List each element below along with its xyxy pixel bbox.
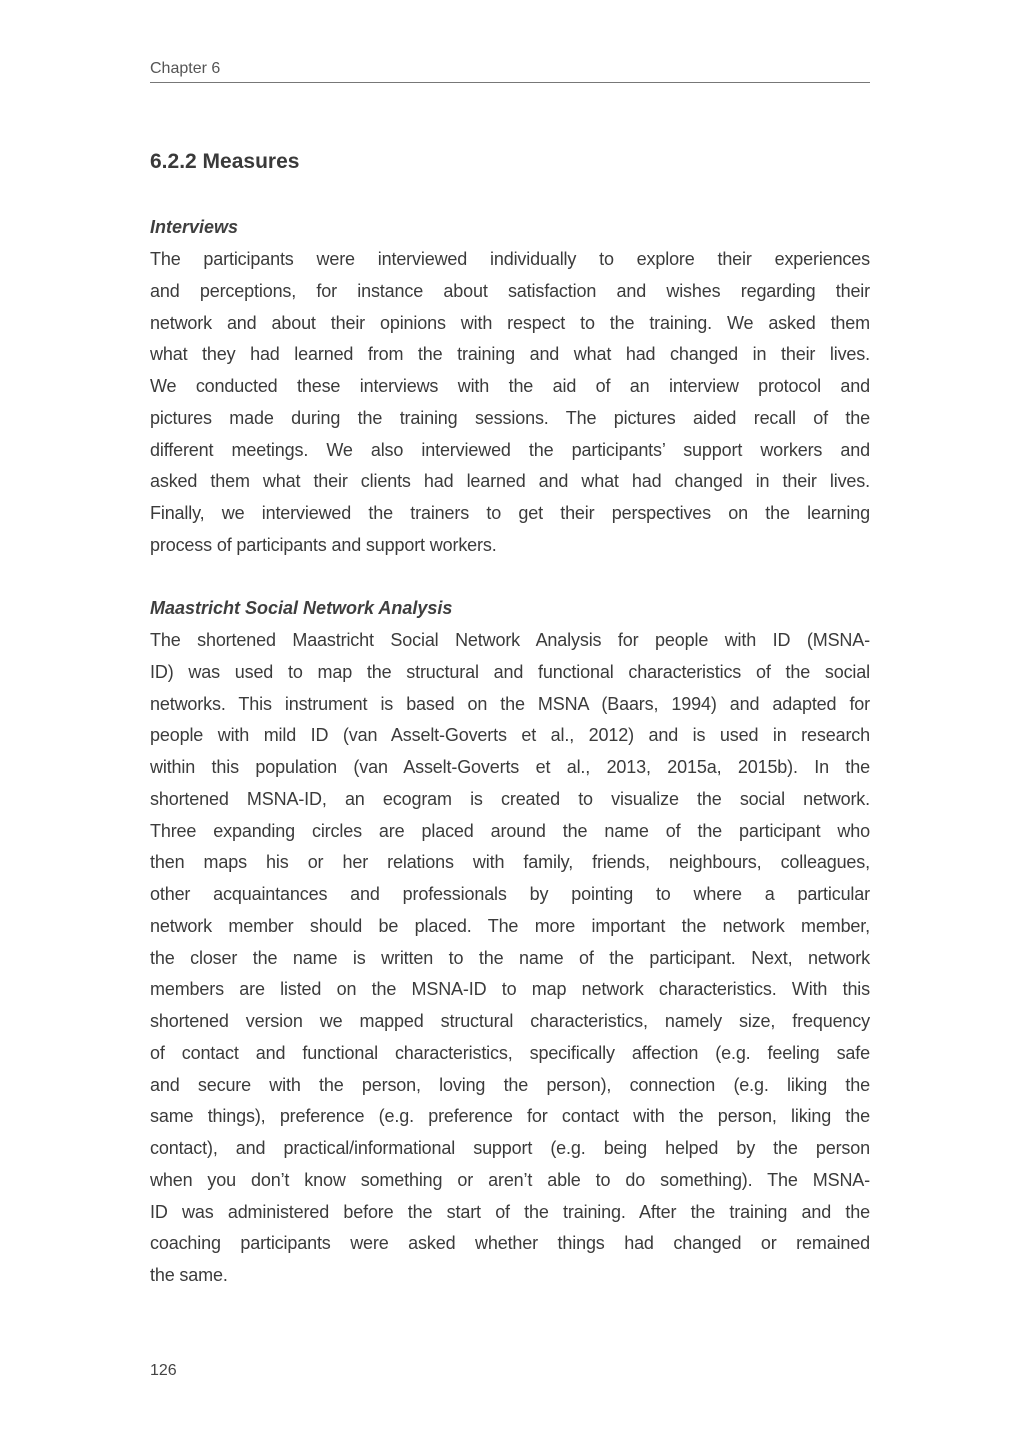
text-line: ID was administered before the start of the training. After the training and the bbox=[150, 1201, 870, 1222]
text-line: We conducted these interviews with the aid of an interview protocol and bbox=[150, 376, 870, 396]
text-line: Finally, we interviewed the trainers to get their perspectives on the learning bbox=[150, 503, 870, 523]
running-title: Chapter 6 bbox=[150, 60, 221, 77]
text-line: people with mild ID (van Asselt-Goverts et al., 2012) and is used in research bbox=[150, 725, 870, 746]
text-line: same things), preference (e.g. preference for contact with the person, liking the bbox=[150, 1106, 870, 1127]
text-line: and secure with the person, loving the person), connection (e.g. liking the bbox=[150, 1074, 870, 1095]
text-line: members are listed on the MSNA-ID to map network characteristics. With this bbox=[150, 979, 870, 1000]
text-line: of contact and functional characteristics, specifically affection (e.g. feeling safe bbox=[150, 1042, 870, 1063]
subsection-title-interviews: Interviews bbox=[150, 217, 239, 237]
text-line: the closer the name is written to the name of the participant. Next, network bbox=[150, 947, 870, 968]
text-line: network and about their opinions with respect to the training. We asked them bbox=[150, 312, 870, 333]
text-line: other acquaintances and professionals by pointing to where a particular bbox=[150, 884, 870, 904]
text-line: the same. bbox=[150, 1265, 228, 1285]
text-line: networks. This instrument is based on the MSNA (Baars, 1994) and adapted for bbox=[150, 693, 870, 714]
text-line: Three expanding circles are placed around the name of the participant who bbox=[150, 820, 870, 841]
paragraph-msna bbox=[150, 625, 870, 1292]
subsection-title-msna: Maastricht Social Network Analysis bbox=[150, 598, 453, 618]
text-line: asked them what their clients had learned and what had changed in their lives. bbox=[150, 471, 870, 492]
text-line: then maps his or her relations with family, friends, neighbours, colleagues, bbox=[150, 852, 870, 873]
paragraph-interviews bbox=[150, 244, 870, 562]
running-header bbox=[150, 60, 870, 83]
text-line: ID) was used to map the structural and functional characteristics of the social bbox=[150, 661, 870, 682]
text-line: within this population (van Asselt-Goverts et al., 2013, 2015a, 2015b). In the bbox=[150, 757, 870, 777]
text-line: network member should be placed. The more important the network member, bbox=[150, 915, 870, 936]
text-line: The participants were interviewed individually to explore their experiences bbox=[150, 249, 870, 269]
text-line: process of participants and support workers. bbox=[150, 534, 497, 555]
text-line: contact), and practical/informational support (e.g. being helped by the person bbox=[150, 1138, 870, 1158]
text-line: The shortened Maastricht Social Network Analysis for people with ID (MSNA- bbox=[150, 630, 870, 650]
page-number: 126 bbox=[150, 1362, 177, 1379]
section-title: 6.2.2 Measures bbox=[150, 150, 300, 173]
text-line: when you don’t know something or aren’t able to do something). The MSNA- bbox=[150, 1169, 870, 1190]
text-line: different meetings. We also interviewed the participants’ support workers and bbox=[150, 439, 870, 460]
text-line: pictures made during the training sessions. The pictures aided recall of the bbox=[150, 407, 870, 428]
text-line: what they had learned from the training and what had changed in their lives. bbox=[150, 344, 870, 365]
text-line: shortened MSNA-ID, an ecogram is created to visualize the social network. bbox=[150, 788, 870, 809]
text-line: shortened version we mapped structural characteristics, namely size, frequency bbox=[150, 1011, 870, 1031]
text-line: and perceptions, for instance about satisfaction and wishes regarding their bbox=[150, 280, 870, 301]
text-line: coaching participants were asked whether things had changed or remained bbox=[150, 1233, 870, 1254]
